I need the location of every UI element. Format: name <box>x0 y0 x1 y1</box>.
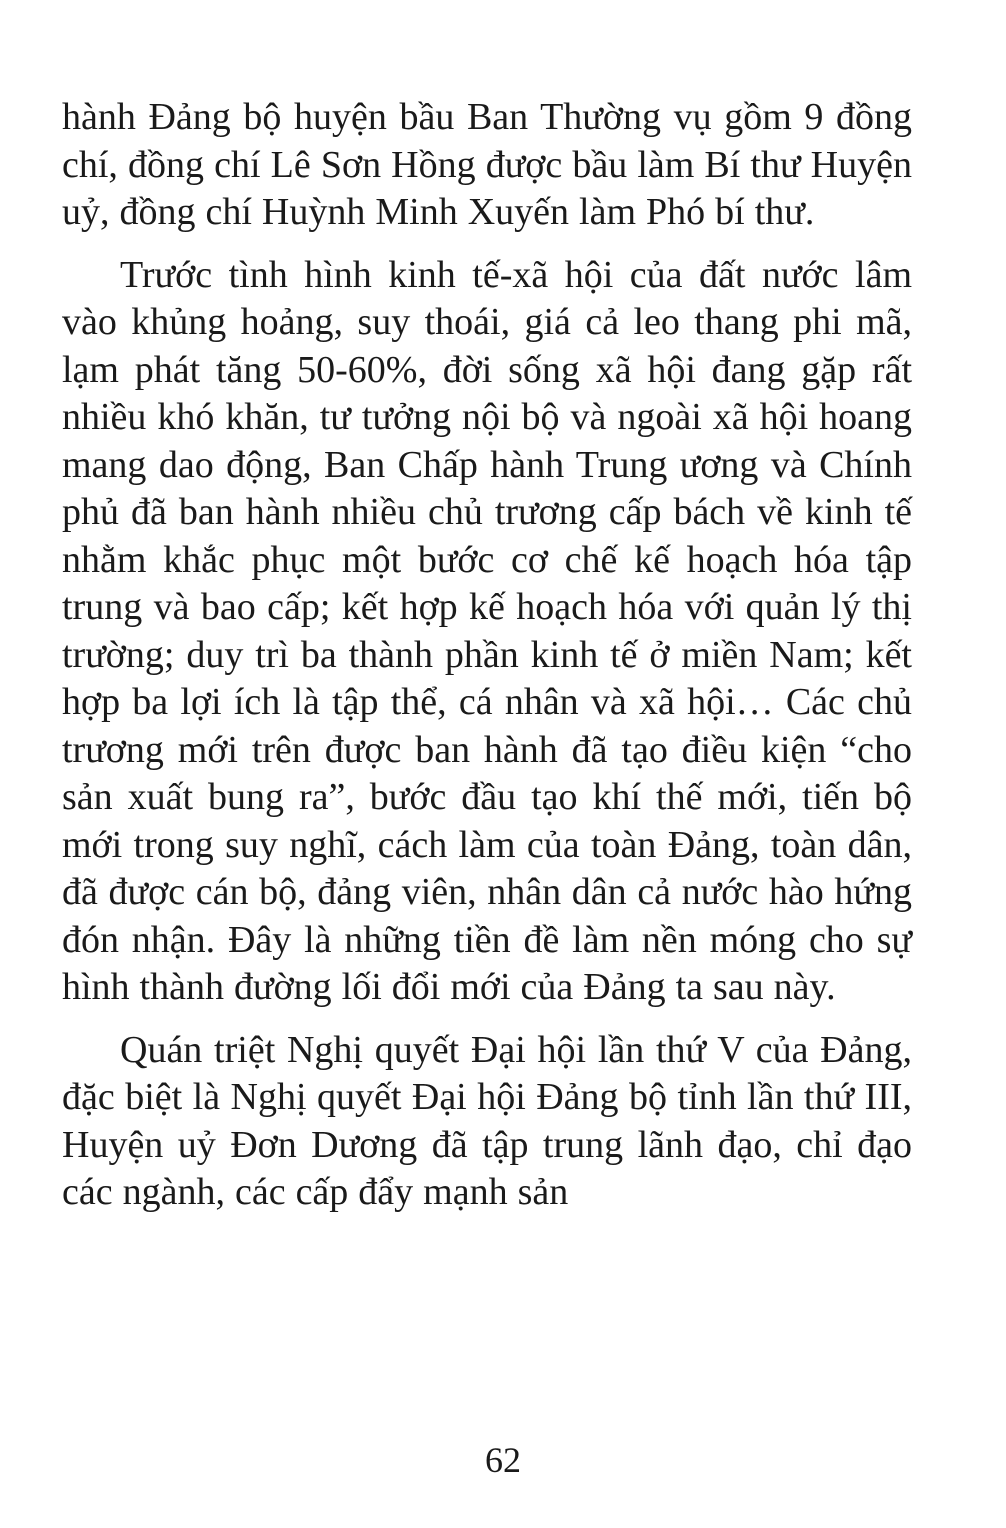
page-number: 62 <box>485 1440 521 1480</box>
paragraph-resolution: Quán triệt Nghị quyết Đại hội lần thứ V của Đảng, đặc biệt là Nghị quyết Đại hội Đảng bộ tỉnh lần thứ III, Huyện uỷ Đơn Dương đã tập trung lãnh đạo, chỉ đạo các ngành, các cấp đẩy mạnh sản <box>62 1028 912 1213</box>
page-body <box>62 94 912 1217</box>
paragraph-continuation: hành Đảng bộ huyện bầu Ban Thường vụ gồm 9 đồng chí, đồng chí Lê Sơn Hồng được bầu làm Bí thư Huyện uỷ, đồng chí Huỳnh Minh Xuyến làm Phó bí thư. <box>62 96 912 233</box>
paragraph-economic-situation: Trước tình hình kinh tế-xã hội của đất nước lâm vào khủng hoảng, suy thoái, giá cả leo thang phi mã, lạm phát tăng 50-60%, đời sống xã hội đang gặp rất nhiều khó khăn, tư tưởng nội bộ và ngoài xã hội hoang mang dao động, Ban Chấp hành Trung ương và Chính phủ đã ban hành nhiều chủ trương cấp bách về kinh tế nhằm khắc phục một bước cơ chế kế hoạch hóa tập trung và bao cấp; kết hợp kế hoạch hóa với quản lý thị trường; duy trì ba thành phần kinh tế ở miền Nam; kết hợp ba lợi ích là tập thể, cá nhân và xã hội… Các chủ trương mới trên được ban hành đã tạo điều kiện “cho sản xuất bung ra”, bước đầu tạo khí thế mới, tiến bộ mới trong suy nghĩ, cách làm của toàn Đảng, toàn dân, đã được cán bộ, đảng viên, nhân dân cả nước hào hứng đón nhận. Đây là những tiền đề làm nền móng cho sự hình thành đường lối đổi mới của Đảng ta sau này. <box>62 253 912 1008</box>
